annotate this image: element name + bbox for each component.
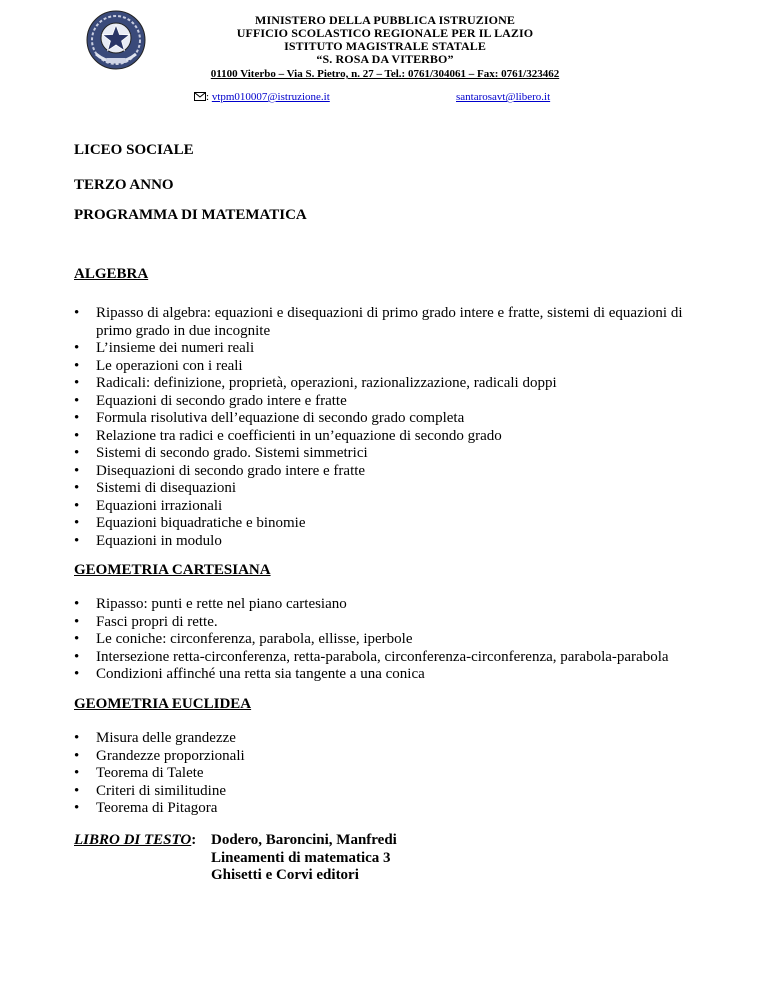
textbook-title: Lineamenti di matematica 3 [211, 849, 391, 866]
email-link-libero[interactable]: santarosavt@libero.it [456, 91, 551, 103]
list-item: • Ripasso di algebra: equazioni e disequazioni di primo grado intere e fratte, sistemi di equazioni di primo grado in due incognite [74, 305, 683, 339]
bullet-icon: • [74, 782, 80, 799]
textbook-publisher: Ghisetti e Corvi editori [211, 867, 359, 883]
bullet-icon: • [74, 410, 80, 426]
bullet-icon: • [74, 340, 80, 356]
list-item: • Ripasso: punti e rette nel piano cartesiano [74, 596, 347, 612]
list-item: • Formula risolutiva dell’equazione di secondo grado completa [74, 410, 465, 426]
textbook-label: LIBRO DI TESTO [74, 832, 192, 848]
bullet-icon: • [74, 515, 80, 531]
textbook-colon: : [191, 832, 197, 848]
header-line: ISTITUTO MAGISTRALE STATALE [284, 39, 486, 53]
list-item: • Sistemi di secondo grado. Sistemi simmetrici [74, 445, 368, 461]
bullet-icon: • [74, 666, 80, 682]
list-item: • Relazione tra radici e coefficienti in un’equazione di secondo grado [74, 427, 502, 444]
list-item: • Criteri di similitudine [74, 782, 226, 799]
bullet-icon: • [74, 305, 80, 321]
bullet-icon: • [74, 631, 80, 647]
bullet-icon: • [74, 497, 80, 514]
list-item: • Grandezze proporzionali [74, 747, 245, 764]
section-heading-geometria-euclidea: GEOMETRIA EUCLIDEA [74, 696, 252, 712]
year-title: TERZO ANNO [74, 177, 174, 193]
bullet-icon: • [74, 375, 80, 391]
list-item: • Sistemi di disequazioni [74, 480, 236, 496]
list-item: • Equazioni irrazionali [74, 497, 223, 514]
bullet-icon: • [74, 800, 80, 816]
list-item: • Intersezione retta-circonferenza, retta-parabola, circonferenza-circonferenza, parabola-parabola [74, 648, 669, 665]
list-item: • L’insieme dei numeri reali [74, 340, 255, 356]
list-item: • Misura delle grandezze [74, 730, 236, 746]
mail-prefix: : [206, 91, 212, 103]
bullet-icon: • [74, 392, 80, 409]
list-item: • Equazioni in modulo [74, 532, 222, 549]
email-link-istruzione[interactable]: vtpm010007@istruzione.it [211, 91, 330, 103]
geometria-cartesiana-topics-list [74, 596, 714, 684]
list-item: • Condizioni affinché una retta sia tangente a una conica [74, 666, 425, 682]
list-item: • Equazioni di secondo grado intere e fratte [74, 392, 347, 409]
italian-republic-emblem-icon [84, 8, 148, 72]
bullet-icon: • [74, 445, 80, 461]
bullet-icon: • [74, 613, 80, 630]
textbook-details [211, 832, 511, 885]
bullet-icon: • [74, 765, 80, 781]
list-item: • Teorema di Pitagora [74, 800, 218, 816]
list-item: • Le operazioni con i reali [74, 357, 243, 374]
bullet-icon: • [74, 747, 80, 764]
school-header [150, 14, 620, 81]
header-line: MINISTERO DELLA PUBBLICA ISTRUZIONE [255, 13, 515, 27]
textbook-block [74, 832, 397, 883]
bullet-icon: • [74, 480, 80, 496]
list-item: • Teorema di Talete [74, 765, 204, 781]
list-item: • Radicali: definizione, proprietà, operazioni, razionalizzazione, radicali doppi [74, 375, 557, 391]
section-heading-algebra: ALGEBRA [74, 266, 149, 282]
bullet-icon: • [74, 648, 80, 665]
school-type-title: LICEO SOCIALE [74, 142, 194, 158]
list-item: • Le coniche: circonferenza, parabola, ellisse, iperbole [74, 631, 413, 647]
bullet-icon: • [74, 730, 80, 746]
bullet-icon: • [74, 532, 80, 549]
list-item: • Equazioni biquadratiche e binomie [74, 515, 306, 531]
algebra-topics-list [74, 305, 714, 550]
bullet-icon: • [74, 596, 80, 612]
program-title: PROGRAMMA DI MATEMATICA [74, 207, 307, 223]
envelope-icon [194, 92, 206, 101]
header-line: UFFICIO SCOLASTICO REGIONALE PER IL LAZIO [236, 26, 534, 40]
school-address: 01100 Viterbo – Via S. Pietro, n. 27 – Tel.: 0761/304061 – Fax: 0761/323462 [210, 68, 560, 80]
header-line: “S. ROSA DA VITERBO” [316, 52, 454, 66]
geometria-euclidea-topics-list [74, 730, 714, 818]
list-item: • Disequazioni di secondo grado intere e fratte [74, 462, 366, 479]
textbook-authors: Dodero, Baroncini, Manfredi [211, 832, 397, 848]
bullet-icon: • [74, 462, 80, 479]
list-item: • Fasci propri di rette. [74, 613, 218, 630]
section-heading-geometria-cartesiana: GEOMETRIA CARTESIANA [74, 562, 271, 578]
contact-emails [194, 91, 551, 104]
bullet-icon: • [74, 357, 80, 374]
bullet-icon: • [74, 427, 80, 444]
